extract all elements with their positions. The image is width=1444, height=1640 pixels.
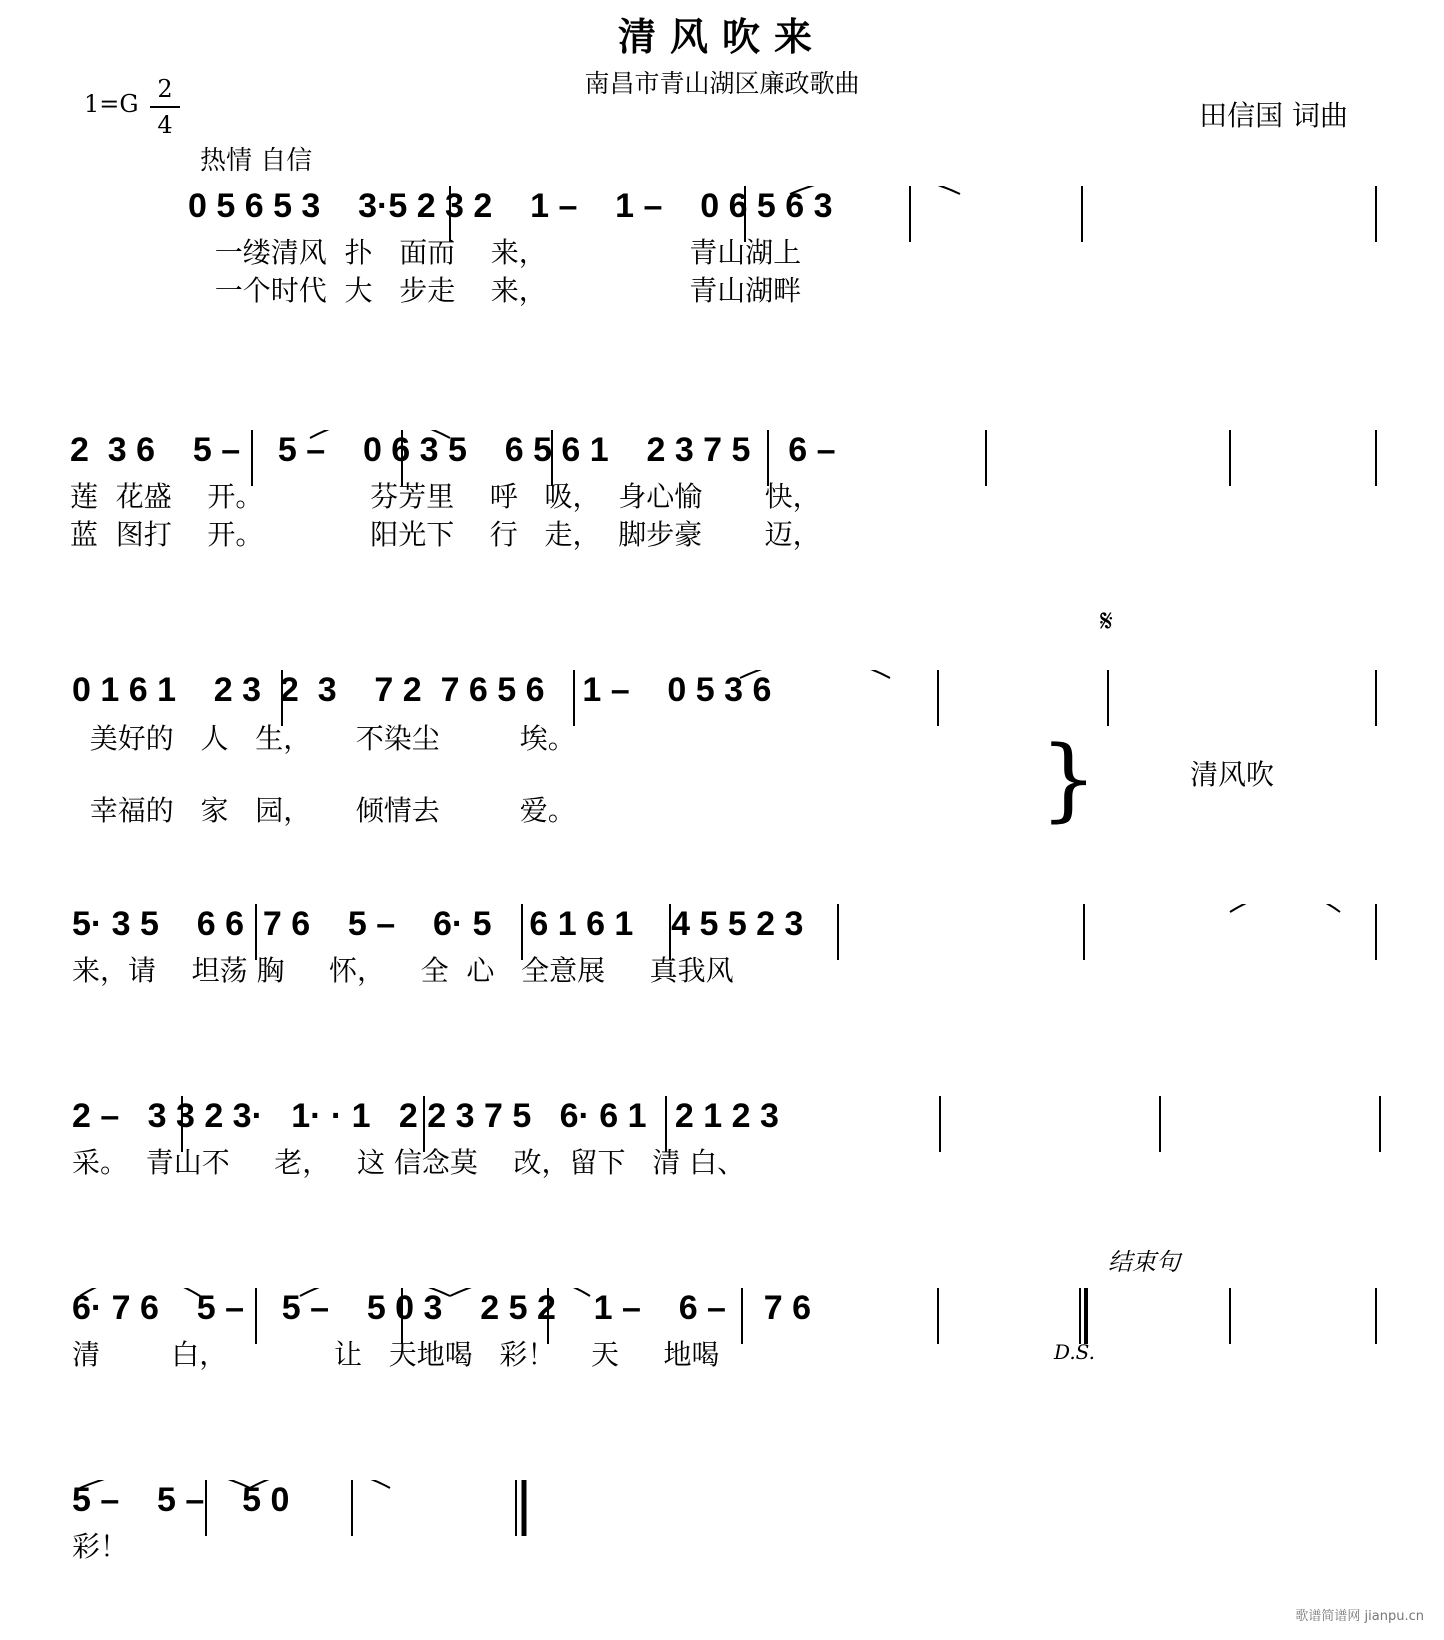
system-4 xyxy=(0,904,1444,1064)
system-6 xyxy=(0,1248,1444,1448)
system-2-lyric-2: 蓝 图打 开。 阳光下 行 走， 脚步豪 迈， xyxy=(70,518,821,551)
system-6-notes: 6· 7 6 5 – 5 – 5 0 3 2 5 2 1 – 6 – 7 6 xyxy=(72,1289,812,1327)
system-7-barlines xyxy=(0,1480,1444,1536)
system-6-lyric-1: 清 白， 让 天地喝 彩！ 天 地喝 xyxy=(72,1338,720,1371)
key-signature: 1=G xyxy=(84,90,139,118)
system-1-barlines xyxy=(0,186,1444,242)
watermark-footer: 歌谱简谱网 jianpu.cn xyxy=(1295,1609,1424,1624)
author: 田信国 词曲 xyxy=(1199,99,1348,132)
system-3-lyric-2: 幸福的 家 园， 倾情去 爱。 xyxy=(72,794,576,827)
song-title: 清风吹来 xyxy=(617,14,826,59)
system-2-notes: 2 3 6 5 – 5 – 0 6 3 5 6 5 6 1 2 3 7 5 6 – xyxy=(70,431,836,469)
system-2-lyric-1: 莲 花盛 开。 芬芳里 呼 吸， 身心愉 快， xyxy=(70,480,821,513)
ds-label: D.S. xyxy=(1054,1340,1096,1364)
system-3-lyric-1: 美好的 人 生， 不染尘 埃。 xyxy=(72,722,576,755)
segno-sign: 𝄋 xyxy=(1100,604,1113,639)
system-1-notes: 0 5 6 5 3 3·5 2 3 2 1 – 1 – 0 6 5 6 3 xyxy=(188,187,833,225)
ending-label: 结束句 xyxy=(1108,1248,1180,1276)
system-5-notes: 2 – 3 3 2 3· 1· · 1 2 2 3 7 5 6· 6 1 2 1 2 3 xyxy=(72,1097,779,1135)
tempo-marking: 热情 自信 xyxy=(200,146,313,176)
system-6-barlines xyxy=(0,1288,1444,1344)
system-7-notes: 5 – 5 – 5 0 xyxy=(72,1481,290,1519)
song-subtitle: 南昌市青山湖区廉政歌曲 xyxy=(584,69,860,98)
time-signature-top: 2 xyxy=(150,72,180,108)
system-4-barlines xyxy=(0,904,1444,960)
system-3-barlines xyxy=(0,670,1444,726)
system-7 xyxy=(0,1480,1444,1640)
system-2 xyxy=(0,430,1444,590)
system-1 xyxy=(0,186,1444,346)
time-signature-bottom: 4 xyxy=(157,111,173,139)
system-4-lyric-1: 来，请 坦荡 胸 怀， 全 心 全意展 真我风 xyxy=(72,954,734,987)
system-2-barlines xyxy=(0,430,1444,486)
time-signature xyxy=(150,72,180,142)
system-1-lyric-2: 一个时代 大 步走 来， 青山湖畔 xyxy=(188,274,802,307)
system-5-lyric-1: 采。 青山不 老， 这 信念莫 改，留下 清 白、 xyxy=(72,1146,746,1179)
verse-brace: } xyxy=(1040,727,1098,832)
system-5-barlines xyxy=(0,1096,1444,1152)
system-3 xyxy=(0,670,1444,830)
system-5 xyxy=(0,1096,1444,1256)
system-4-notes: 5· 3 5 6 6 7 6 5 – 6· 5 6 1 6 1 4 5 5 2 3 xyxy=(72,905,804,943)
system-3-side-lyric: 清风吹 xyxy=(1190,758,1275,791)
system-1-lyric-1: 一缕清风 扑 面而 来， 青山湖上 xyxy=(188,236,802,269)
system-7-lyric-1: 彩！ xyxy=(72,1530,129,1563)
system-3-notes: 0 1 6 1 2 3 2 3 7 2 7 6 5 6 1 – 0 5 3 6 xyxy=(72,671,772,709)
